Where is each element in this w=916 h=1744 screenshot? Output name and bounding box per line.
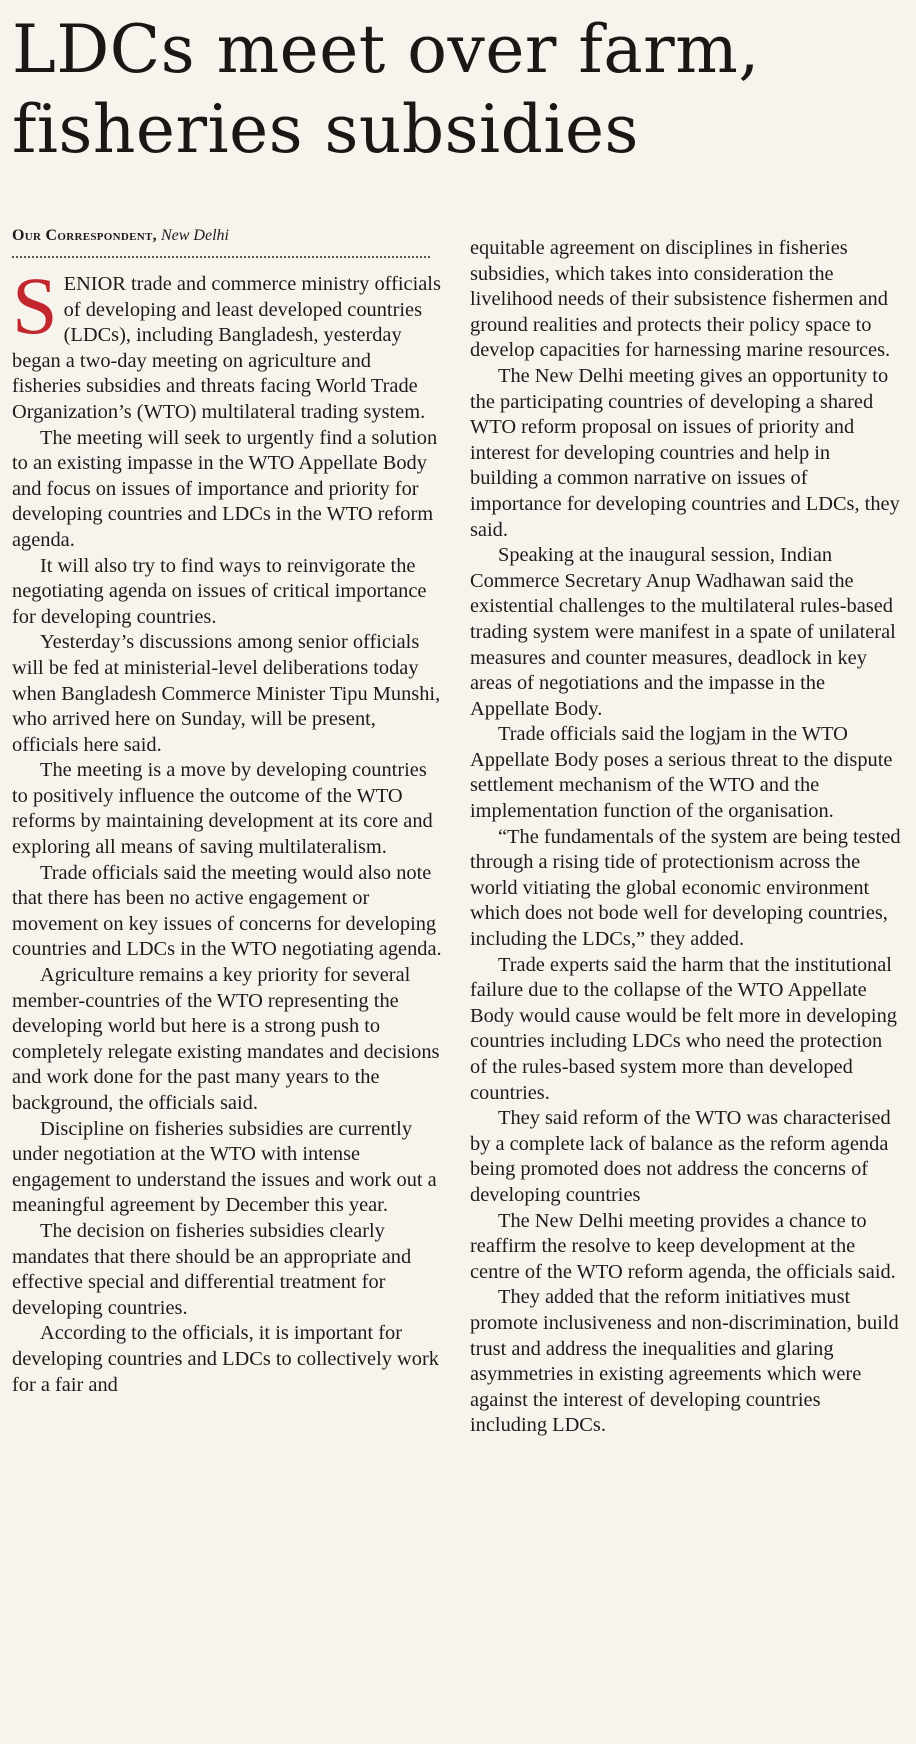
- paragraph: Trade experts said the harm that the institutional failure due to the collapse of the WTO Appellate Body would cause would be felt more in developing countries including LDCs who need the protection of the rules-based system more than developed countries.: [470, 953, 897, 1104]
- paragraph: Speaking at the inaugural session, Indian Commerce Secretary Anup Wadhawan said the existential challenges to the multilateral rules-based trading system were manifest in a spate of unilateral measures and counter measures, deadlock in key areas of negotiations and the impasse in the Appellate Body.: [470, 544, 896, 720]
- paragraph: They said reform of the WTO was characterised by a complete lack of balance as the reform agenda being promoted does not address the concerns of developing countries: [470, 1107, 891, 1206]
- drop-cap: S: [12, 260, 58, 351]
- paragraph: The meeting will seek to urgently find a solution to an existing impasse in the WTO Appellate Body and focus on issues of importance and priority for developing countries and LDCs in the WTO reform agenda.: [12, 426, 438, 551]
- paragraph: [12, 260, 444, 426]
- left-column: [12, 226, 444, 1439]
- dotted-divider: [12, 256, 430, 258]
- paragraph: Trade officials said the logjam in the WTO Appellate Body poses a serious threat to the dispute settlement mechanism of the WTO and the implementation function of the organisation.: [470, 723, 893, 823]
- paragraph: The meeting is a move by developing countries to positively influence the outcome of the WTO reforms by maintaining development at its core and exploring all means of saving multilateralism.: [12, 759, 433, 859]
- byline: [12, 226, 444, 246]
- byline-correspondent: Our Correspondent,: [12, 227, 157, 244]
- byline-location: New Delhi: [160, 227, 229, 244]
- headline: LDCs meet over farm, fisheries subsidies: [12, 11, 760, 168]
- paragraph: Yesterday’s discussions among senior officials will be fed at ministerial-level deliberations today when Bangladesh Commerce Minister Tipu Munshi, who arrived here on Sunday, will be present, officials here said.: [12, 631, 441, 756]
- paragraph: Trade officials said the meeting would also note that there has been no active engagement or movement on key issues of concerns for developing countries and LDCs in the WTO negotiating agenda.: [12, 861, 442, 961]
- paragraph: The New Delhi meeting provides a chance to reaffirm the resolve to keep development at the centre of the WTO reform agenda, the officials said.: [470, 1209, 896, 1283]
- paragraph: They added that the reform initiatives must promote inclusiveness and non-discrimination, build trust and address the inequalities and glaring asymmetries in existing agreements which were against the interest of developing countries including LDCs.: [470, 1286, 899, 1437]
- article-columns: [12, 226, 902, 1439]
- right-column: [470, 226, 902, 1439]
- paragraph-text: ENIOR trade and commerce ministry officials of developing and least developed countries (LDCs), including Bangladesh, yesterday began a two-day meeting on agriculture and fisheries subsidies and threats facing World Trade Organization’s (WTO) multilateral trading system.: [12, 273, 441, 423]
- paragraph: According to the officials, it is important for developing countries and LDCs to collectively work for a fair and: [12, 1322, 439, 1396]
- paragraph: equitable agreement on disciplines in fisheries subsidies, which takes into consideration the livelihood needs of their subsistence fishermen and ground realities and protects their policy space to develop capacities for harnessing marine resources.: [470, 237, 891, 362]
- paragraph: The decision on fisheries subsidies clearly mandates that there should be an appropriate and effective special and differential treatment for developing countries.: [12, 1219, 412, 1319]
- paragraph: It will also try to find ways to reinvigorate the negotiating agenda on issues of critical importance for developing countries.: [12, 554, 427, 628]
- paragraph: The New Delhi meeting gives an opportunity to the participating countries of developing a shared WTO reform proposal on issues of priority and interest for developing countries and help in building a common narrative on issues of importance for developing countries and LDCs, they said.: [470, 364, 900, 541]
- paragraph: “The fundamentals of the system are being tested through a rising tide of protectionism across the world vitiating the global economic environment which does not bode well for developing countries, including the LDCs,” they added.: [470, 825, 901, 951]
- paragraph: Agriculture remains a key priority for several member-countries of the WTO representing the developing world but here is a strong push to completely relegate existing mandates and decisions and work done for the past many years to the background, the officials said.: [12, 964, 440, 1114]
- paragraph: Discipline on fisheries subsidies are currently under negotiation at the WTO with intense engagement to understand the issues and work out a meaningful agreement by December this year.: [12, 1117, 437, 1217]
